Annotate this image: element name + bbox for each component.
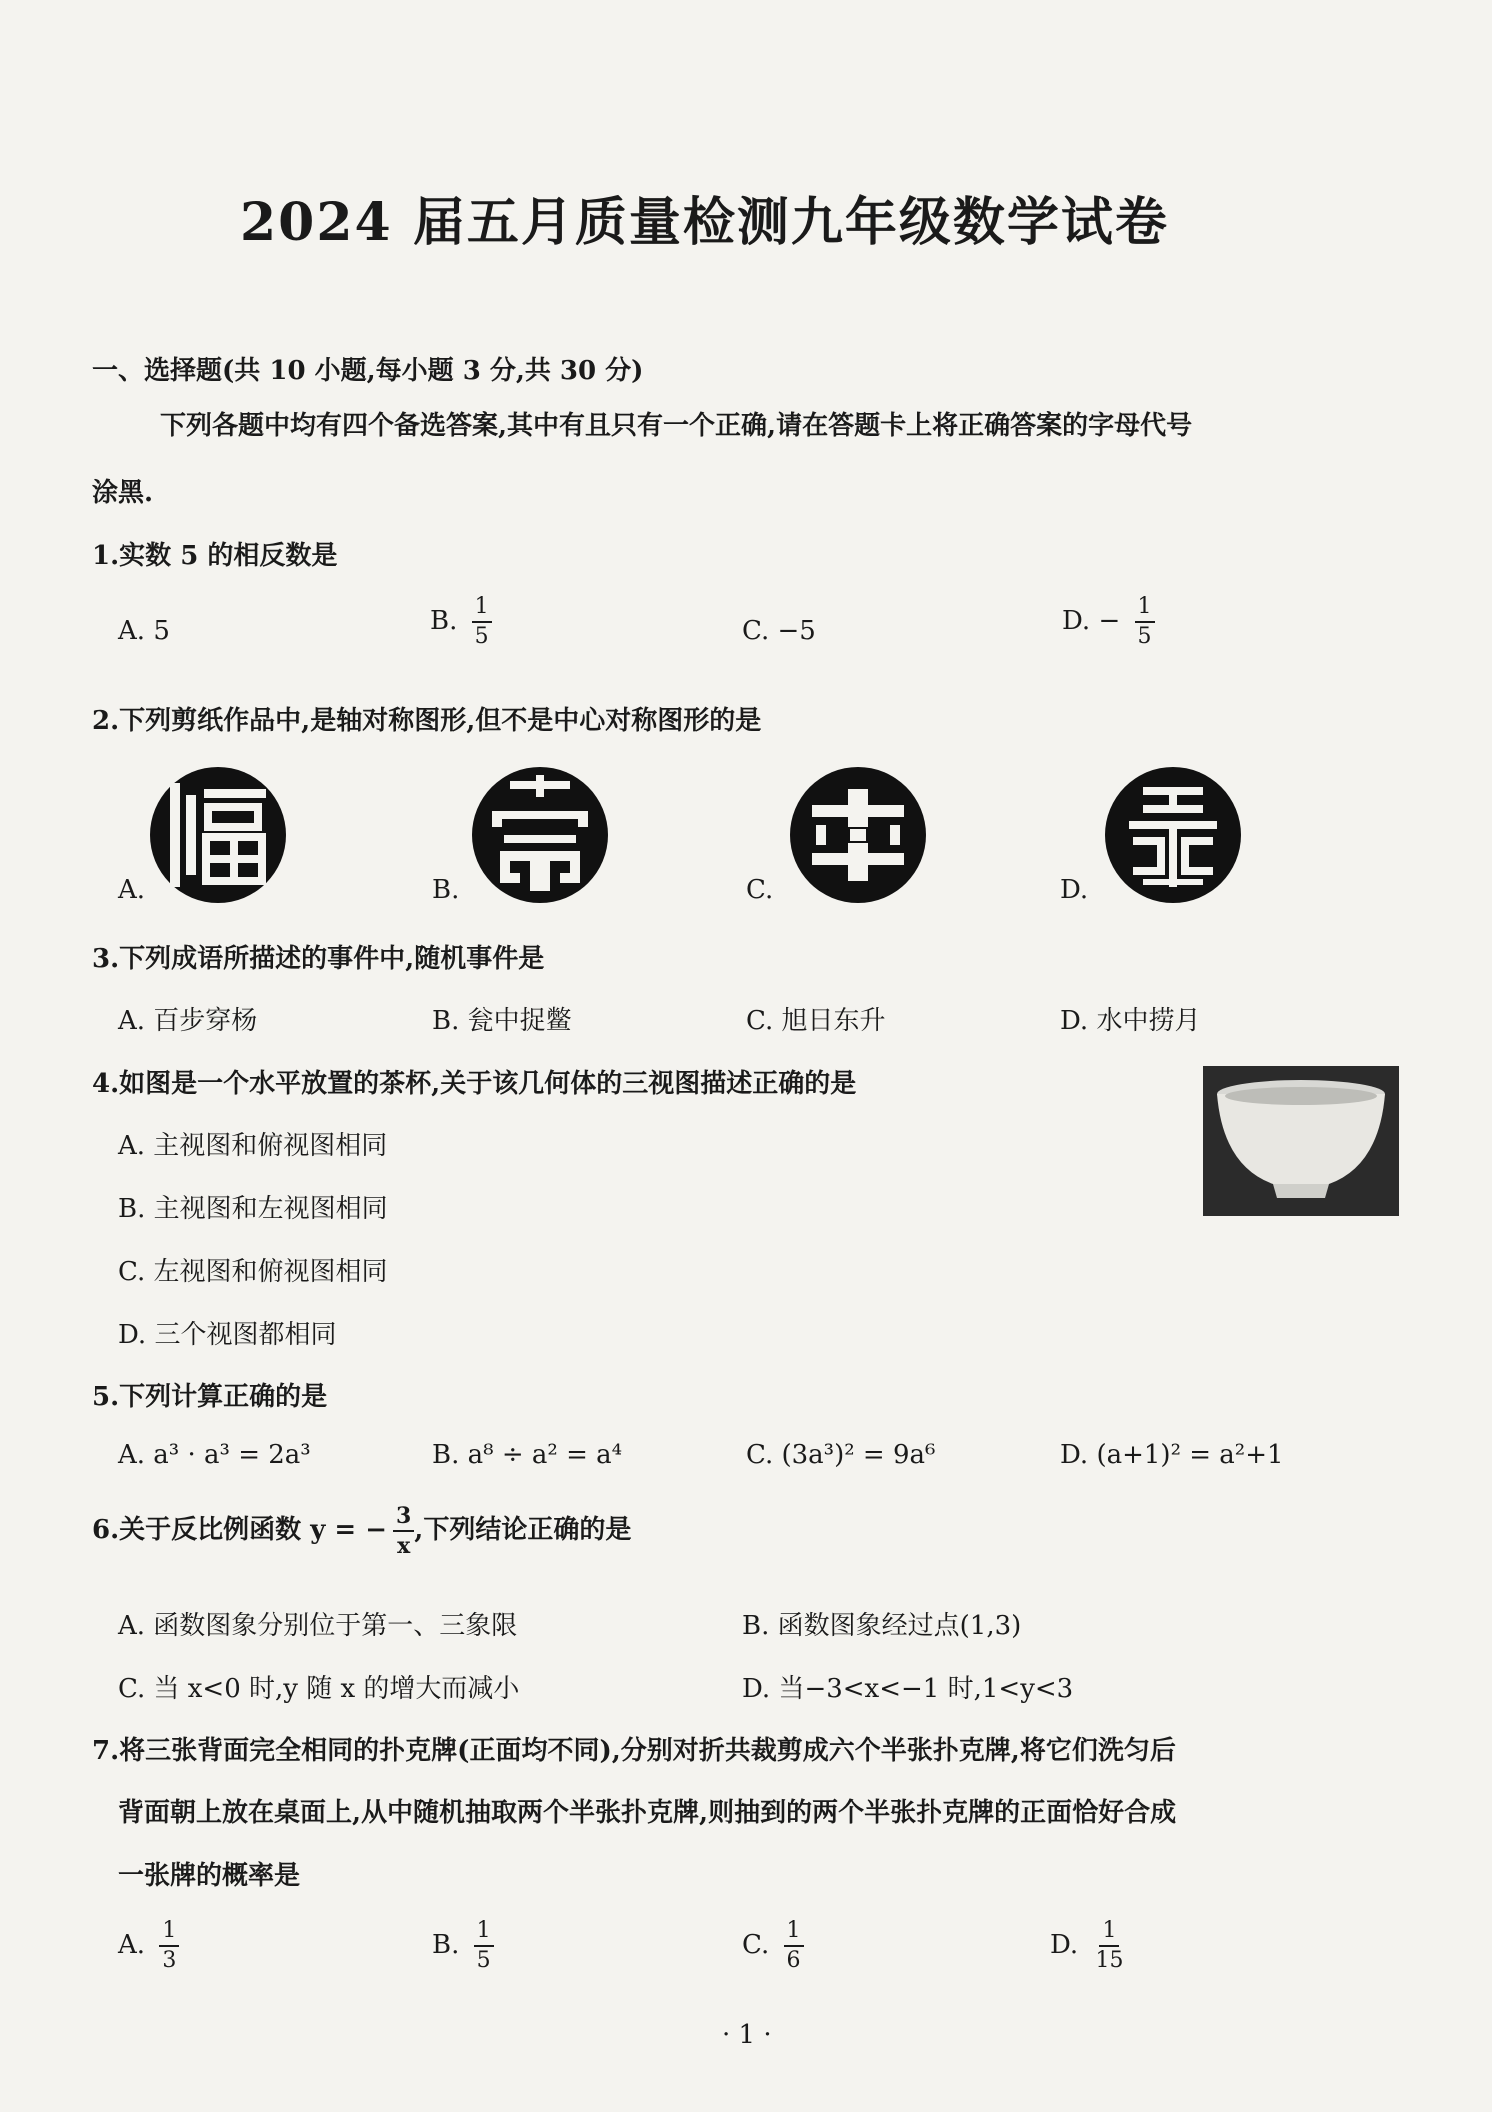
q7-option-d: D. $\frac{1}{15}$ (1050, 1920, 1126, 1972)
q3-option-c: C. 旭日东升 (746, 1006, 886, 1036)
q6-option-d: D. 当−3<x<−1 时,1<y<3 (742, 1674, 1074, 1704)
fraction: $\frac{1}{5}$ (1135, 596, 1155, 648)
q4-option-c: C. 左视图和俯视图相同 (118, 1257, 388, 1287)
q3-option-a: A. 百步穿杨 (118, 1006, 258, 1036)
section-instruction-cont: 涂黑. (92, 478, 154, 508)
q5-option-c: C. (3a³)² = 9a⁶ (746, 1440, 936, 1470)
q7-option-c: C. $\frac{1}{6}$ (742, 1920, 804, 1972)
question-7-stem-line2: 背面朝上放在桌面上,从中随机抽取两个半张扑克牌,则抽到的两个半张扑克牌的正面恰好合成 (118, 1798, 1177, 1828)
q4-option-b: B. 主视图和左视图相同 (118, 1194, 388, 1224)
q2-option-d-label: D. (1060, 875, 1089, 905)
q1-option-a: A. 5 (118, 616, 170, 646)
q6-option-c: C. 当 x<0 时,y 随 x 的增大而减小 (118, 1674, 520, 1704)
section-instruction: 下列各题中均有四个备选答案,其中有且只有一个正确,请在答题卡上将正确答案的字母代号 (160, 411, 1193, 441)
papercut-symmetric-emblem (788, 765, 928, 905)
fraction: $\frac{3}{x}$ (393, 1505, 414, 1557)
q5-option-b: B. a⁸ ÷ a² = a⁴ (432, 1440, 623, 1470)
papercut-fu-emblem (148, 765, 288, 905)
q6-option-a: A. 函数图象分别位于第一、三象限 (118, 1611, 518, 1641)
papercut-maze-emblem (1103, 765, 1243, 905)
question-4-stem: 4.如图是一个水平放置的茶杯,关于该几何体的三视图描述正确的是 (92, 1069, 857, 1099)
question-3-stem: 3.下列成语所描述的事件中,随机事件是 (92, 944, 545, 974)
q6-option-b: B. 函数图象经过点(1,3) (742, 1611, 1022, 1641)
question-1-stem: 1.实数 5 的相反数是 (92, 541, 338, 571)
q7-option-a: A. $\frac{1}{3}$ (118, 1920, 179, 1972)
q7-option-b: B. $\frac{1}{5}$ (432, 1920, 494, 1972)
page-title: 2024 届五月质量检测九年级数学试卷 (240, 192, 1169, 253)
q3-option-d: D. 水中捞月 (1060, 1006, 1201, 1036)
fraction: $\frac{1}{6}$ (784, 1920, 804, 1972)
q4-option-a: A. 主视图和俯视图相同 (118, 1131, 388, 1161)
section-heading: 一、选择题(共 10 小题,每小题 3 分,共 30 分) (92, 356, 644, 386)
fraction: $\frac{1}{15}$ (1095, 1918, 1124, 1973)
q1-option-c: C. −5 (742, 616, 816, 646)
fraction: $\frac{1}{5}$ (472, 596, 492, 648)
question-7-stem-line3: 一张牌的概率是 (118, 1861, 301, 1891)
q2-option-b-label: B. (432, 875, 460, 905)
q2-option-a-label: A. (118, 875, 146, 905)
teacup-photo (1203, 1066, 1399, 1216)
page-number: · 1 · (722, 2020, 772, 2050)
q1-option-b: B. $\frac{1}{5}$ (430, 596, 492, 648)
q2-option-c-label: C. (746, 875, 774, 905)
q5-option-d: D. (a+1)² = a²+1 (1060, 1440, 1284, 1470)
fraction: $\frac{1}{5}$ (474, 1920, 494, 1972)
question-6-stem: 6.关于反比例函数 y = − $\frac{3}{x}$ ,下列结论正确的是 (92, 1503, 632, 1559)
q3-option-b: B. 瓮中捉鳖 (432, 1006, 572, 1036)
question-7-stem: 7.将三张背面完全相同的扑克牌(正面均不同),分别对折共裁剪成六个半张扑克牌,将它们洗匀后 (92, 1736, 1176, 1766)
fraction: $\frac{1}{3}$ (159, 1920, 179, 1972)
q1-option-d: D. − $\frac{1}{5}$ (1062, 596, 1155, 648)
question-5-stem: 5.下列计算正确的是 (92, 1382, 328, 1412)
papercut-shou-emblem (470, 765, 610, 905)
q4-option-d: D. 三个视图都相同 (118, 1320, 337, 1350)
q5-option-a: A. a³ · a³ = 2a³ (118, 1440, 311, 1470)
question-2-stem: 2.下列剪纸作品中,是轴对称图形,但不是中心对称图形的是 (92, 706, 762, 736)
